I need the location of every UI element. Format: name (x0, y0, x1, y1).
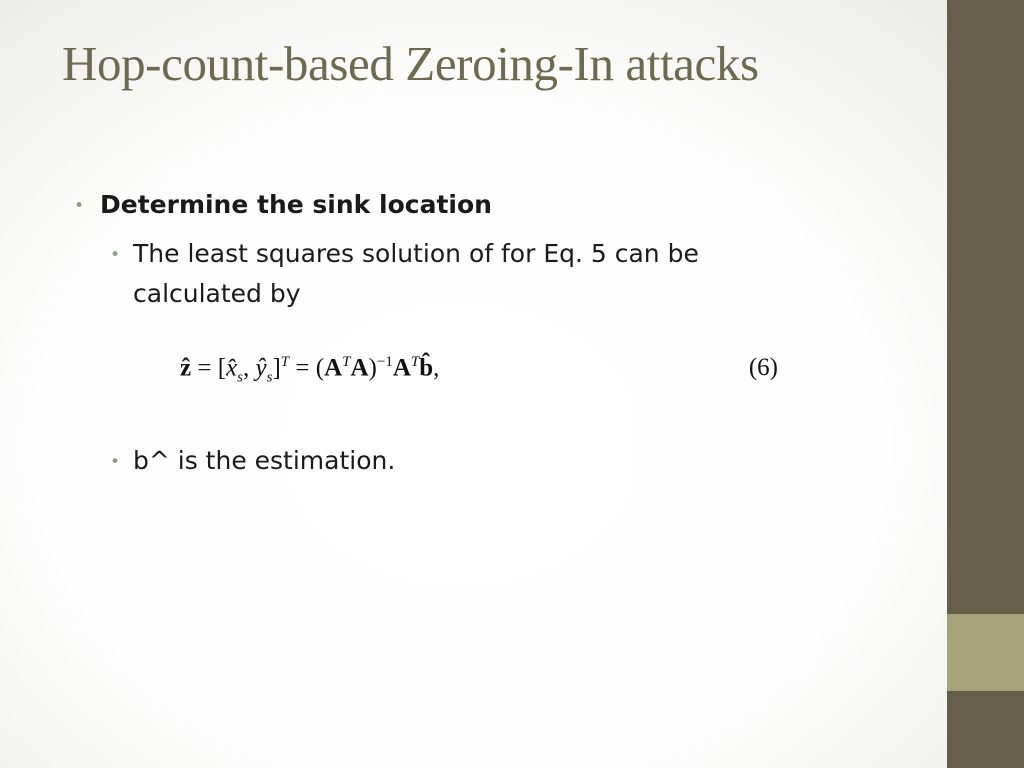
slide-title: Hop-count-based Zeroing-In attacks (62, 36, 759, 91)
side-accent-block (947, 614, 1024, 691)
bullet-text-heading: Determine the sink location (100, 190, 492, 219)
bullet-dot-icon: • (110, 452, 121, 472)
bullet-level2-item1 (106, 234, 792, 314)
bullet-level1 (72, 186, 792, 224)
slide-content (72, 186, 792, 481)
equation-6 (180, 350, 778, 392)
equation-number: (6) (748, 354, 778, 381)
bullet-level2-item2 (106, 441, 792, 481)
bullet-text-item2: b^ is the estimation. (133, 446, 396, 475)
side-bar (947, 0, 1024, 768)
bullet-text-item1: The least squares solution of for Eq. 5 can be calculated by (133, 239, 699, 308)
equation-formula: ẑ = [$x̂_s$, $ŷ_s]^T$ = $(A^TA)^{-1}A^Tb̂$, (180, 354, 440, 386)
bullet-dot-icon: • (110, 245, 121, 265)
bullet-dot-icon: • (74, 196, 85, 216)
